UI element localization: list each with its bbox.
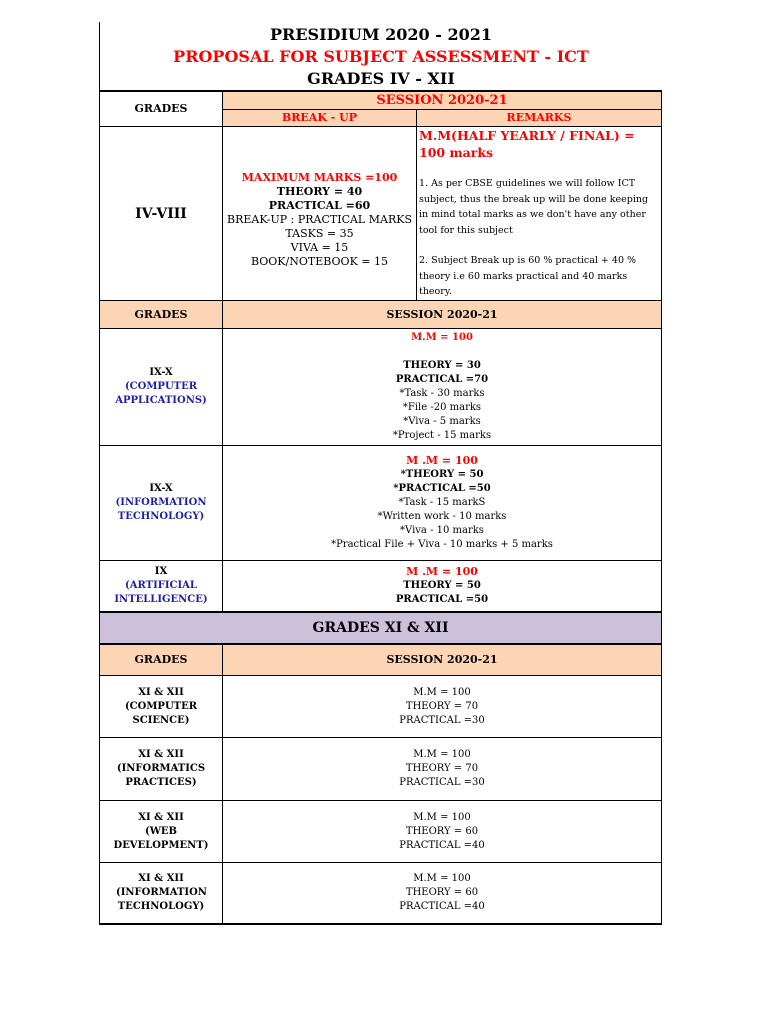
grade-ix-x-information-technology: [100, 446, 222, 560]
breakup-header: BREAK - UP: [281, 111, 357, 124]
grade-label: IX-X: [149, 483, 173, 494]
theory-marks: THEORY = 60: [405, 887, 479, 898]
viva-marks: VIVA = 15: [290, 240, 349, 254]
remarks-paragraph-1: 1. As per CBSE guidelines we will follow ICT subject, thus the break up will be done keeping in mind total marks as we don't have any other tool for this subject: [419, 178, 649, 236]
section1-grades-header: GRADES: [134, 102, 188, 115]
subject-label: (INFORMATICS PRACTICES): [116, 763, 206, 788]
grade-label: IX-X: [149, 367, 173, 378]
detail-line: *Task - 30 marks: [399, 388, 485, 399]
breakup-cell: [223, 127, 416, 300]
section2-session-header: SESSION 2020-21: [386, 307, 498, 321]
section2-grades-header: GRADES: [134, 307, 188, 321]
grade-xi-xii-information-technology: [100, 863, 222, 923]
detail-line: *Project - 15 marks: [392, 430, 492, 441]
detail-line: *Viva - 10 marks: [400, 525, 484, 536]
remarks-heading: M.M(HALF YEARLY / FINAL) = 100 marks: [419, 128, 635, 160]
theory-marks: THEORY = 70: [405, 700, 479, 712]
grade-iv-viii: IV-VIII: [135, 205, 187, 222]
tasks-marks: TASKS = 35: [285, 226, 354, 240]
practical-marks: PRACTICAL =40: [399, 839, 485, 851]
detail-line: *File -20 marks: [402, 402, 482, 413]
remarks-header: REMARKS: [506, 111, 572, 124]
section3-session-header: SESSION 2020-21: [386, 653, 498, 666]
detail-line: *Task - 15 markS: [398, 497, 486, 508]
max-marks: M.M = 100: [413, 749, 471, 760]
section1-session-header: SESSION 2020-21: [376, 93, 508, 108]
max-marks: M.M = 100: [413, 811, 471, 823]
theory-marks: THEORY = 40: [276, 184, 363, 198]
theory-marks: THEORY = 70: [405, 763, 479, 774]
grade-label: XI & XII: [138, 873, 184, 884]
web-development-marks: [223, 801, 661, 862]
detail-line: *Written work - 10 marks: [377, 511, 507, 522]
grade-label: XI & XII: [138, 686, 184, 698]
grade-ix-artificial-intelligence: [100, 561, 222, 611]
subject-label: (INFORMATION TECHNOLOGY): [115, 497, 207, 522]
grade-xi-xii-computer-science: [100, 676, 222, 737]
theory-marks: THEORY = 50: [403, 580, 481, 591]
notebook-marks: BOOK/NOTEBOOK = 15: [250, 254, 388, 268]
subject-label: (COMPUTER APPLICATIONS): [115, 381, 207, 406]
max-marks: MAXIMUM MARKS =100: [241, 170, 398, 184]
practical-marks: PRACTICAL =60: [268, 198, 371, 212]
subject-label: (ARTIFICIAL INTELLIGENCE): [114, 580, 208, 605]
information-technology-xi-xii-marks: [223, 863, 661, 923]
subject-label: (INFORMATION TECHNOLOGY): [116, 887, 207, 912]
grade-ix-x-computer-applications: [100, 329, 222, 445]
max-marks: M.M = 100: [411, 332, 473, 343]
theory-marks: THEORY = 60: [405, 825, 479, 837]
information-technology-marks: [223, 446, 661, 560]
max-marks: M.M = 100: [413, 873, 471, 884]
theory-marks: *THEORY = 50: [400, 469, 484, 480]
theory-marks: THEORY = 30: [403, 360, 481, 371]
practical-marks: PRACTICAL =70: [395, 374, 489, 385]
max-marks: M.M = 100: [413, 686, 471, 698]
section3-grades-header: GRADES: [134, 653, 188, 666]
informatics-practices-marks: [223, 738, 661, 800]
subject-label: (COMPUTER SCIENCE): [124, 700, 198, 726]
computer-science-marks: [223, 676, 661, 737]
title-line-1: PRESIDIUM 2020 - 2021: [270, 25, 492, 44]
grade-xi-xii-informatics-practices: [100, 738, 222, 800]
practical-marks: PRACTICAL =40: [399, 901, 485, 912]
practical-marks: PRACTICAL =50: [395, 594, 489, 605]
grades-xi-xii-banner: GRADES XI & XII: [99, 611, 662, 644]
artificial-intelligence-marks: [223, 561, 661, 611]
remarks-cell: [419, 127, 659, 300]
max-marks: M .M = 100: [406, 454, 478, 467]
practical-marks: *PRACTICAL =50: [393, 483, 491, 494]
title-line-3: GRADES IV - XII: [307, 69, 455, 88]
title-line-2: PROPOSAL FOR SUBJECT ASSESSMENT - ICT: [173, 47, 589, 66]
document-title-block: [100, 24, 662, 90]
practical-marks: PRACTICAL =30: [399, 777, 485, 788]
grade-label: IX: [154, 566, 168, 577]
remarks-paragraph-2: 2. Subject Break up is 60 % practical + 40 % theory i.e 60 marks practical and 40 marks theory.: [419, 255, 637, 297]
grade-label: XI & XII: [138, 811, 184, 823]
breakup-practical-label: BREAK-UP : PRACTICAL MARKS: [227, 212, 412, 226]
computer-applications-marks: [223, 329, 661, 445]
practical-marks: PRACTICAL =30: [399, 714, 485, 726]
subject-label: (WEB DEVELOPMENT): [113, 825, 209, 851]
grade-label: XI & XII: [138, 749, 184, 760]
detail-line: *Viva - 5 marks: [403, 416, 481, 427]
max-marks: M .M = 100: [406, 565, 478, 578]
detail-line: *Practical File + Viva - 10 marks + 5 marks: [331, 539, 553, 550]
grade-xi-xii-web-development: [100, 801, 222, 862]
